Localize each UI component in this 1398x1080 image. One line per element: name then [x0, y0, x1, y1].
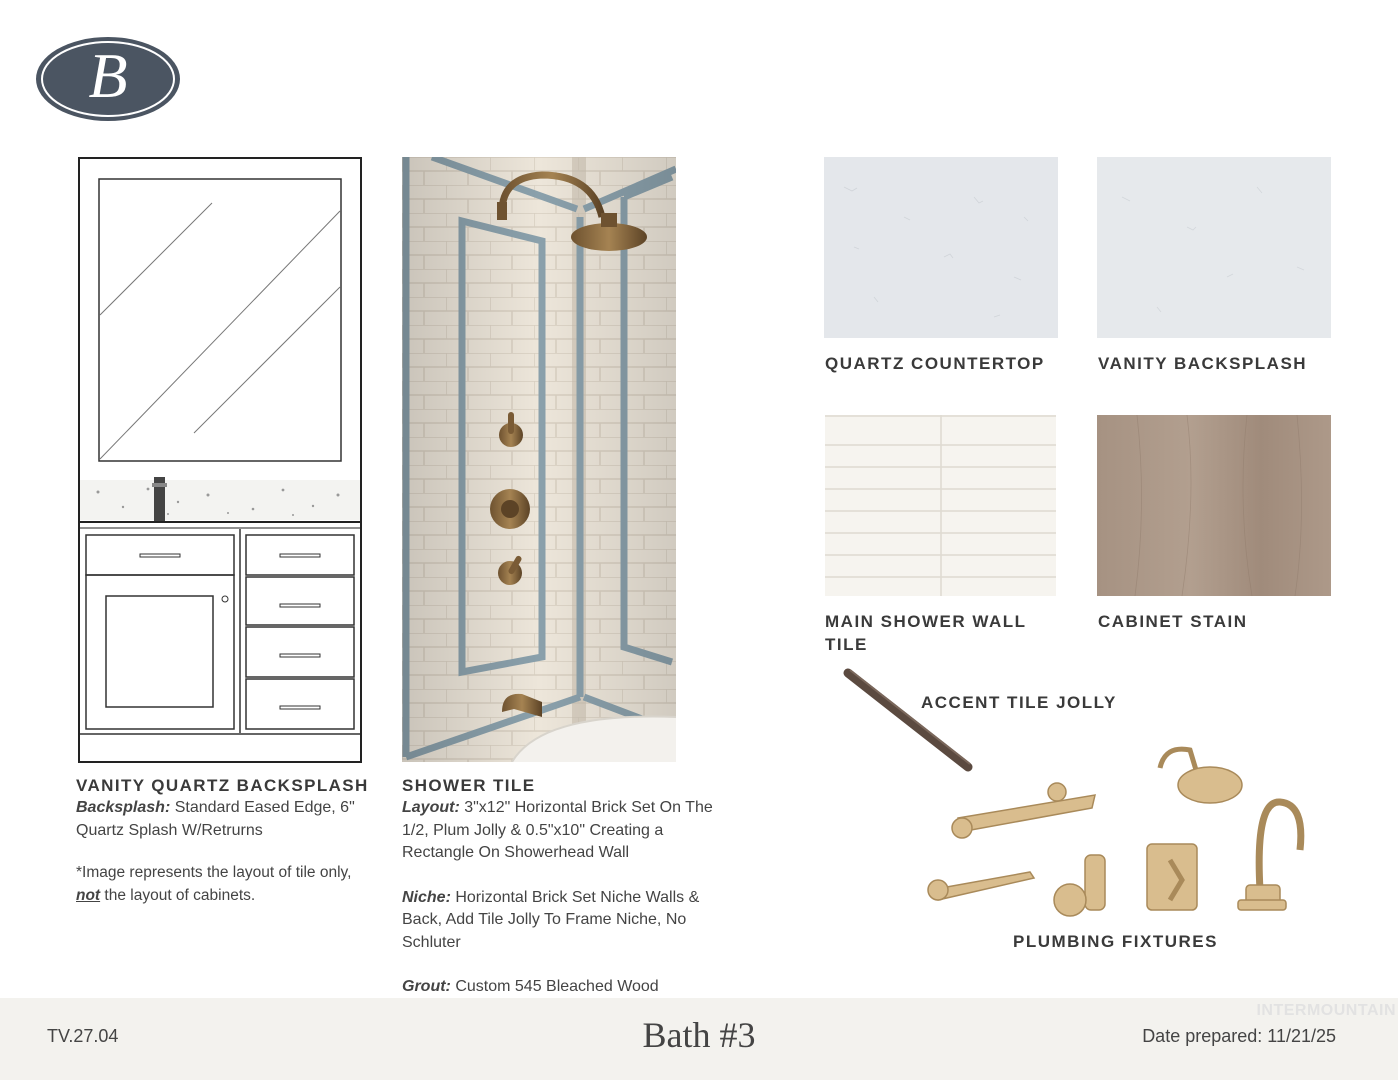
- backsplash-text: Standard Eased Edge, 6" Quartz Splash W/Retrurns: [76, 799, 355, 839]
- footer: [0, 998, 1398, 1080]
- footer-title: Bath #3: [642, 1015, 756, 1055]
- backsplash-label: Backsplash:: [76, 799, 171, 816]
- watermark: INTERMOUNTAIN: [1256, 1002, 1396, 1019]
- vanity-backsplash-label: VANITY BACKSPLASH: [1098, 354, 1308, 373]
- cabinet-stain-swatch: [1097, 415, 1331, 596]
- quartz-countertop-swatch: [824, 157, 1058, 338]
- logo-letter: B: [88, 40, 128, 111]
- accent-tile-jolly-label: ACCENT TILE JOLLY: [921, 693, 1117, 712]
- plumbing-fixtures-label: PLUMBING FIXTURES: [1013, 932, 1218, 951]
- grout-text: Custom 545 Bleached Wood: [450, 978, 659, 995]
- layout-label: Layout:: [402, 799, 460, 816]
- footer-code: TV.27.04: [47, 1026, 119, 1046]
- main-shower-wall-tile-swatch: [825, 415, 1056, 596]
- plumbing-fixtures-image: [920, 740, 1320, 930]
- shower-heading: SHOWER TILE: [402, 776, 536, 795]
- grout-label: Grout:: [402, 978, 451, 995]
- vanity-note-emph: not: [76, 886, 101, 904]
- shower-notes: [402, 775, 722, 1021]
- builder-logo: [34, 35, 182, 123]
- vanity-note-after: the layout of cabinets.: [100, 886, 256, 904]
- niche-label: Niche:: [402, 888, 451, 906]
- main-shower-wall-tile-label-line2: TILE: [825, 635, 868, 654]
- niche-text: Horizontal Brick Set Niche Walls & Back, Add Tile Jolly To Frame Niche, No Schluter: [402, 888, 700, 951]
- vanity-heading: VANITY QUARTZ BACKSPLASH: [76, 776, 369, 795]
- main-shower-wall-tile-label-line1: MAIN SHOWER WALL: [825, 612, 1027, 631]
- vanity-notes: [76, 775, 376, 929]
- footer-date: Date prepared: 11/21/25: [1142, 1026, 1336, 1046]
- vanity-drawing: [78, 157, 362, 763]
- cabinet-stain-label: CABINET STAIN: [1098, 612, 1248, 631]
- layout-text: 3"x12" Horizontal Brick Set On The 1/2, Plum Jolly & 0.5"x10" Creating a Rectangle On Showerhead Wall: [402, 799, 713, 861]
- main-shower-wall-tile-label: [825, 610, 1027, 656]
- vanity-note-before: *Image represents the layout of tile only,: [76, 864, 352, 881]
- quartz-countertop-label: QUARTZ COUNTERTOP: [825, 354, 1045, 373]
- shower-photo: [402, 157, 676, 762]
- vanity-backsplash-swatch: [1097, 157, 1331, 338]
